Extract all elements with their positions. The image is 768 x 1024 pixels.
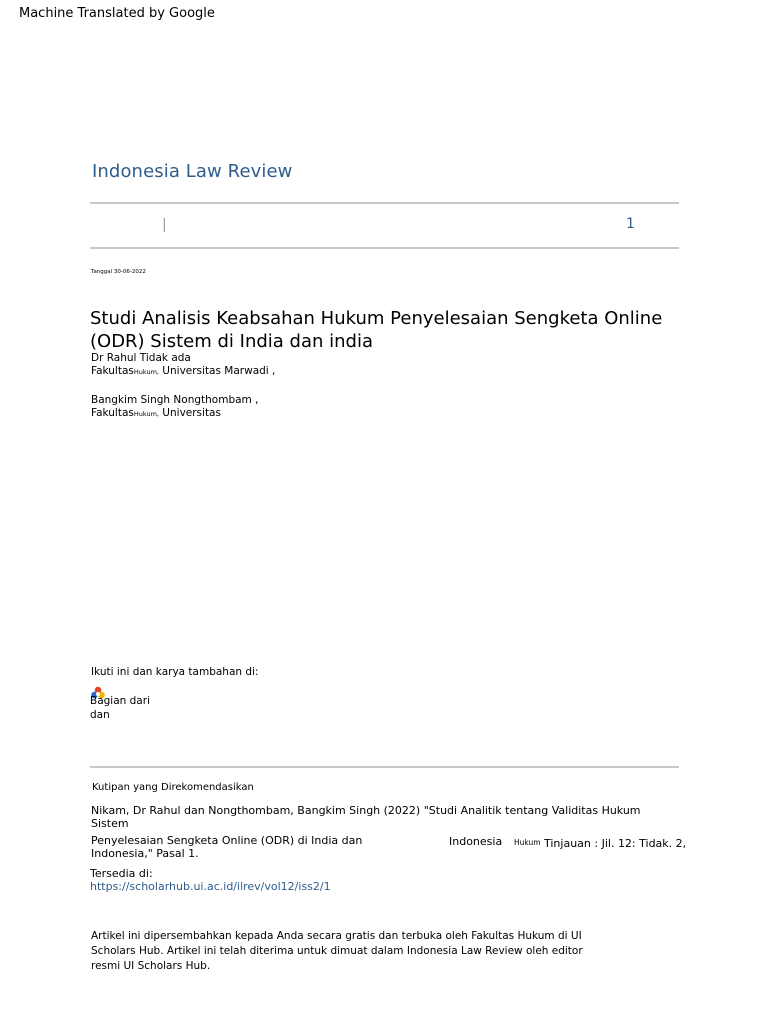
machine-translated-notice: Machine Translated by Google <box>19 6 215 21</box>
follow-label: Ikuti ini dan karya tambahan di: <box>91 666 259 678</box>
citation-journal-hukum: Hukum <box>514 838 541 847</box>
article-title: Studi Analisis Keabsahan Hukum Penyelesaian Sengketa Online (ODR) Sistem di India dan india <box>90 308 663 352</box>
header-rule <box>90 247 679 249</box>
top-rule <box>90 202 679 204</box>
author-2-affiliation: FakultasHukum, Universitas <box>91 407 221 419</box>
author-1 <box>91 352 275 379</box>
author-1-name: Dr Rahul Tidak ada <box>91 352 191 364</box>
part-of-text: Bagian dari dan <box>90 695 150 721</box>
recommended-citation-label: Kutipan yang Direkomendasikan <box>92 782 254 793</box>
citation-journal-rest: Tinjauan : Jil. 12: Tidak. 2, <box>544 837 687 850</box>
available-label: Tersedia di: <box>90 867 153 880</box>
author-2 <box>91 394 258 421</box>
citation-journal-indonesia: Indonesia <box>449 835 503 848</box>
page-number: 1 <box>626 216 635 232</box>
citation-line-1: Nikam, Dr Rahul dan Nongthombam, Bangkim Singh (2022) "Studi Analitik tentang Validitas Hukum Sistem <box>91 804 641 830</box>
article-url-link[interactable]: https://scholarhub.ui.ac.id/ilrev/vol12/iss2/1 <box>90 880 331 893</box>
footer-notice: Artikel ini dipersembahkan kepada Anda secara gratis dan terbuka oleh Fakultas Hukum di UI Scholars Hub. Artikel ini telah diterima untuk dimuat dalam Indonesia Law Review oleh editor resmi UI Scholars Hub. <box>91 930 583 972</box>
header-divider-bar: | <box>162 217 167 233</box>
author-1-affiliation: FakultasHukum, Universitas Marwadi , <box>91 365 276 377</box>
author-2-name: Bangkim Singh Nongthombam , <box>91 394 259 406</box>
citation-rule <box>90 766 679 768</box>
journal-title[interactable]: Indonesia Law Review <box>92 161 293 182</box>
citation-line-2: Penyelesaian Sengketa Online (ODR) di India dan Indonesia," Pasal 1. <box>91 834 363 860</box>
article-date: Tanggal 30-06-2022 <box>91 269 146 275</box>
